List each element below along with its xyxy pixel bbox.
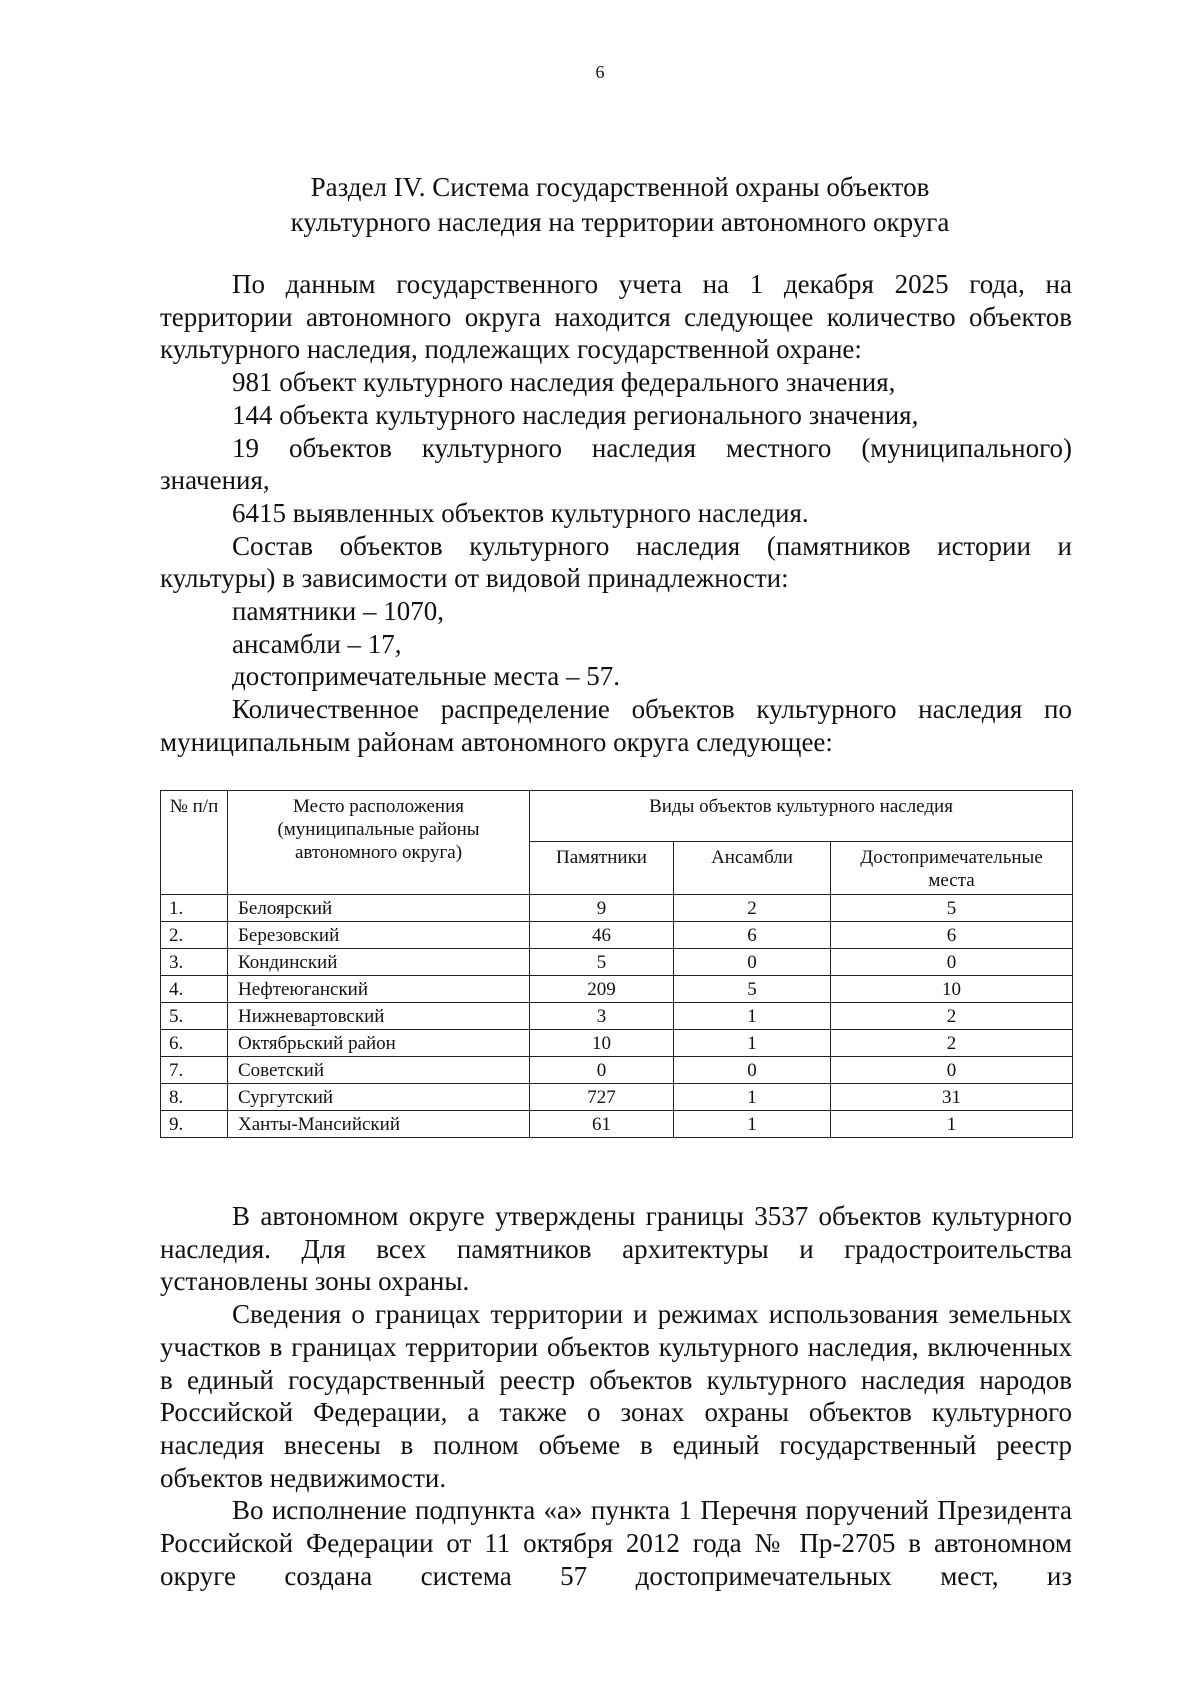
cell-ensembles: 0	[674, 949, 831, 976]
section-heading-line2: культурного наследия на территории автономного округа	[290, 207, 950, 237]
count-regional: 144 объекта культурного наследия регионального значения,	[232, 399, 919, 430]
cell-number: 7.	[161, 1057, 228, 1084]
cell-ensembles: 1	[674, 1003, 831, 1030]
distribution-intro: Количественное распределение объектов культурного наследия по муниципальным районам автономного округа следующее:	[160, 694, 1072, 757]
cell-places: 1	[831, 1111, 1073, 1138]
cell-monuments: 61	[530, 1111, 674, 1138]
cell-number: 1.	[161, 895, 228, 922]
cell-ensembles: 1	[674, 1111, 831, 1138]
composition-monuments: памятники – 1070,	[232, 596, 444, 627]
table-row	[161, 976, 1073, 1003]
page-number: 6	[595, 62, 605, 82]
cell-district: Нижневартовский	[228, 1003, 530, 1030]
table-row	[161, 922, 1073, 949]
cell-district: Березовский	[228, 922, 530, 949]
cell-district: Сургутский	[228, 1084, 530, 1111]
cell-monuments: 209	[530, 976, 674, 1003]
paragraph-boundaries: В автономном округе утверждены границы 3537 объектов культурного наследия. Для всех памятников архитектуры и градостроительства установлены зоны охраны.	[160, 1201, 1072, 1297]
header-location: Место расположения (муниципальные районы автономного округа)	[228, 791, 530, 895]
section-heading-line1: Раздел IV. Система государственной охраны объектов	[310, 172, 930, 202]
composition-places: достопримечательные места – 57.	[232, 661, 620, 692]
cell-places: 10	[831, 976, 1073, 1003]
text-block-top	[160, 268, 1072, 759]
composition-intro: Состав объектов культурного наследия (памятников истории и культуры) в зависимости от видовой принадлежности:	[160, 530, 1072, 594]
table-row	[161, 1084, 1073, 1111]
section-heading	[150, 170, 1090, 240]
table-row	[161, 1111, 1073, 1138]
table-row	[161, 1057, 1073, 1084]
cell-monuments: 3	[530, 1003, 674, 1030]
cell-places: 31	[831, 1084, 1073, 1111]
cell-number: 6.	[161, 1030, 228, 1057]
cell-ensembles: 6	[674, 922, 831, 949]
table-row	[161, 949, 1073, 976]
cell-places: 6	[831, 922, 1073, 949]
cell-ensembles: 0	[674, 1057, 831, 1084]
cell-ensembles: 1	[674, 1084, 831, 1111]
header-ensembles: Ансамбли	[674, 842, 831, 895]
cell-ensembles: 1	[674, 1030, 831, 1057]
cell-district: Белоярский	[228, 895, 530, 922]
cell-places: 5	[831, 895, 1073, 922]
cell-places: 2	[831, 1003, 1073, 1030]
count-identified: 6415 выявленных объектов культурного наследия.	[232, 497, 809, 528]
cell-district: Октябрьский район	[228, 1030, 530, 1057]
cell-places: 0	[831, 1057, 1073, 1084]
cell-number: 3.	[161, 949, 228, 976]
header-monuments: Памятники	[530, 842, 674, 895]
cell-places: 2	[831, 1030, 1073, 1057]
cell-monuments: 0	[530, 1057, 674, 1084]
cell-district: Нефтеюганский	[228, 976, 530, 1003]
cell-number: 5.	[161, 1003, 228, 1030]
cell-monuments: 9	[530, 895, 674, 922]
cell-number: 9.	[161, 1111, 228, 1138]
paragraph-registry: Сведения о границах территории и режимах использования земельных участков в границах территории объектов культурного наследия, включенных в единый государственный реестр объектов культурного наследия народов Российской Федерации, а также о зонах охраны объектов культурного наследия внесены в полном объеме в единый государственный реестр объектов недвижимости.	[160, 1299, 1072, 1493]
cell-monuments: 10	[530, 1030, 674, 1057]
cell-monuments: 5	[530, 949, 674, 976]
cell-monuments: 727	[530, 1084, 674, 1111]
cell-number: 2.	[161, 922, 228, 949]
intro-paragraph: По данным государственного учета на 1 декабря 2025 года, на территории автономного округа находится следующее количество объектов культурного наследия, подлежащих государственной охране:	[160, 269, 1072, 365]
table-row	[161, 1003, 1073, 1030]
count-federal: 981 объект культурного наследия федерального значения,	[232, 367, 896, 398]
cell-places: 0	[831, 949, 1073, 976]
cell-monuments: 46	[530, 922, 674, 949]
heritage-distribution-table	[160, 790, 1073, 1138]
header-types: Виды объектов культурного наследия	[530, 791, 1073, 842]
cell-ensembles: 2	[674, 895, 831, 922]
header-number: № п/п	[161, 791, 228, 895]
cell-number: 4.	[161, 976, 228, 1003]
count-local: 19 объектов культурного наследия местного (муниципального) значения,	[160, 432, 1072, 496]
cell-district: Ханты-Мансийский	[228, 1111, 530, 1138]
table-row	[161, 895, 1073, 922]
cell-district: Советский	[228, 1057, 530, 1084]
header-places: Достопримечательные места	[831, 842, 1073, 895]
cell-district: Кондинский	[228, 949, 530, 976]
cell-ensembles: 5	[674, 976, 831, 1003]
text-block-bottom	[160, 1200, 1072, 1592]
cell-number: 8.	[161, 1084, 228, 1111]
paragraph-landmarks: Во исполнение подпункта «а» пункта 1 Перечня поручений Президента Российской Федерации от 11 октября 2012 года № Пр-2705 в автономном округе создана система 57 достопримечательных мест, из	[160, 1495, 1072, 1591]
table-row	[161, 1030, 1073, 1057]
composition-ensembles: ансамбли – 17,	[232, 628, 402, 659]
table-body	[161, 895, 1073, 1138]
